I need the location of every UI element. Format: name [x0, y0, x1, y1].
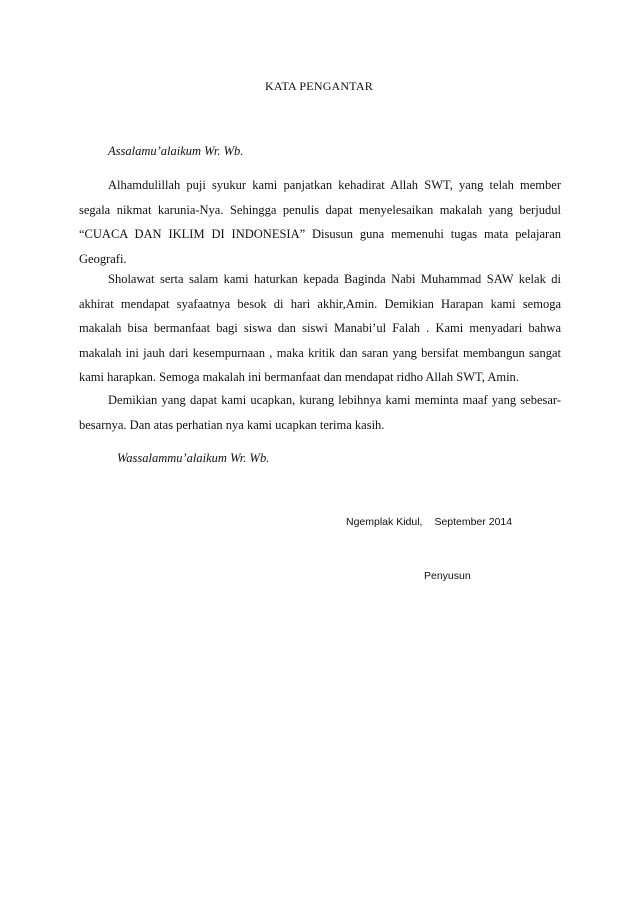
opening-greeting: Assalamu’alaikum Wr. Wb. — [108, 144, 244, 158]
place-text: Ngemplak Kidul, — [346, 516, 423, 528]
paragraph-gratitude: Alhamdulillah puji syukur kami panjatkan kehadirat Allah SWT, yang telah member segala nikmat karunia-Nya. Sehingga penulis dapat menyelesaikan makalah yang berjudul “CUACA DAN IKLIM DI INDONESIA” Disusun guna memenuhi tugas mata pelajaran Geografi. — [79, 178, 561, 266]
place-date-line — [346, 516, 512, 528]
page-title: KATA PENGANTAR — [265, 79, 373, 93]
signer-label: Penyusun — [424, 570, 471, 582]
closing-greeting: Wassalammu’alaikum Wr. Wb. — [117, 451, 270, 465]
paragraph-apology: Demikian yang dapat kami ucapkan, kurang lebihnya kami meminta maaf yang sebesar-besarnya. Dan atas perhatian nya kami ucapkan terima kasih. — [79, 393, 561, 432]
paragraph-sholawat: Sholawat serta salam kami haturkan kepada Baginda Nabi Muhammad SAW kelak di akhirat mendapat syafaatnya besok di hari akhir,Amin. Demikian Harapan kami semoga makalah bisa bermanfaat bagi siswa dan siswi Manabi’ul Falah . Kami menyadari bahwa makalah ini jauh dari kesempurnaan , maka kritik dan saran yang bersifat membangun sangat kami harapkan. Semoga makalah ini bermanfaat dan mendapat ridho Allah SWT, Amin. — [79, 272, 561, 384]
date-text: September 2014 — [434, 516, 513, 528]
